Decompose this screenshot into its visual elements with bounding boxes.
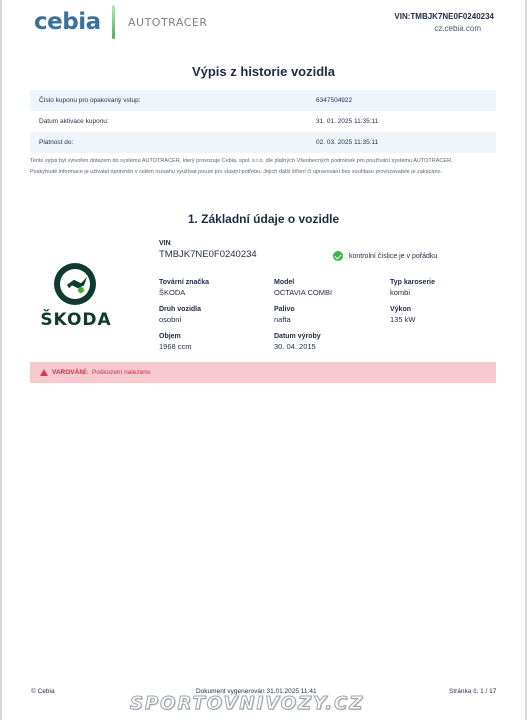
field-value: nafta: [274, 315, 291, 324]
field-production-date: [274, 333, 321, 351]
vin-block: [159, 240, 257, 260]
field-label: Datum výroby: [274, 333, 321, 340]
field-displacement: [159, 333, 192, 351]
field-value: OCTAVIA COMBI: [274, 288, 333, 297]
footer-generated: Dokument vygenerován 31.01.2025 11:41: [196, 688, 317, 695]
field-label: Druh vozidla: [159, 306, 202, 313]
info-label: Platnost do:: [39, 139, 74, 146]
field-label: Palivo: [274, 306, 295, 313]
field-vehicle-kind: [159, 306, 201, 324]
field-label: Objem: [159, 333, 181, 340]
field-value: 1968 ccm: [159, 342, 192, 351]
warning-text: Poškození nalezeno: [92, 369, 151, 376]
info-value: 31. 01. 2025 11:35:11: [316, 118, 379, 125]
disclaimer-text: Tento výpis byl vytvořen dotazem do systému AUTOTRACER, který provozuje Cebia, spol. s r.o. dle platných Všeobecných podmínek pro používání systému AUTOTRACER. Poskytnuté informace je uživatel oprávněn v celém rozsahu využívat pouze pro vlastní potřebu. Jejich další šíření či upravování bez souhlasu provozovatele je zakázáno.: [30, 158, 453, 175]
info-label: Číslo kuponu pro opakovaný vstup:: [39, 97, 141, 104]
logo-divider: [112, 5, 115, 39]
vin-check-status: [333, 251, 437, 261]
field-value: kombi: [390, 288, 411, 297]
footer-copyright: © Cebia: [31, 688, 55, 695]
section-title-basic-data: 1. Základní údaje o vozidle: [187, 212, 340, 226]
field-model: [274, 279, 332, 297]
footer-page-number: Stránka č. 1 / 17: [449, 688, 497, 695]
warning-triangle-icon: [40, 369, 48, 376]
field-label: Model: [274, 279, 295, 286]
info-row-coupon: [30, 90, 496, 111]
info-label: Datum aktivace kuponu:: [39, 118, 109, 125]
field-label: Typ karoserie: [390, 279, 436, 286]
field-brand: [159, 279, 209, 297]
field-label: Tovární značka: [159, 279, 210, 286]
field-value: osobní: [159, 315, 182, 324]
field-fuel: [274, 306, 295, 324]
vin-label: VIN: [159, 240, 171, 247]
check-circle-icon: [333, 251, 343, 261]
autotracer-logo: AUTOTRACER: [128, 16, 208, 29]
field-value: ŠKODA: [159, 288, 186, 297]
info-row-validity: [30, 132, 496, 153]
field-body-type: [390, 279, 435, 297]
coupon-info-table: [30, 90, 496, 153]
page-edge-left: [0, 0, 2, 720]
damage-warning-banner: [30, 362, 496, 383]
vin-value: TMBJK7NE0F0240234: [159, 249, 257, 260]
watermark: SPORTOVNIVOZY.CZ: [130, 693, 365, 714]
check-text: kontrolní číslice je v pořádku: [349, 252, 438, 260]
info-value: 6347504922: [316, 97, 353, 104]
cebia-logo: cebia: [34, 9, 101, 35]
info-value: 02. 03. 2025 11:35:11: [316, 139, 379, 146]
page-header: [30, 5, 498, 43]
warning-label: VAROVÁNÍ:: [52, 369, 88, 376]
document-title: Výpis z historie vozidla: [191, 64, 336, 79]
field-power: [390, 306, 415, 324]
skoda-logo: [30, 263, 122, 331]
header-website: cz.cebia.com: [434, 24, 481, 33]
field-value: 30. 04. 2015: [274, 342, 316, 351]
skoda-emblem-icon: [54, 263, 96, 305]
header-vin: VIN:TMBJK7NE0F0240234: [394, 12, 494, 21]
info-row-activation: [30, 111, 496, 132]
field-value: 135 kW: [390, 315, 416, 324]
field-label: Výkon: [390, 306, 412, 313]
skoda-wordmark: ŠKODA: [40, 310, 112, 330]
